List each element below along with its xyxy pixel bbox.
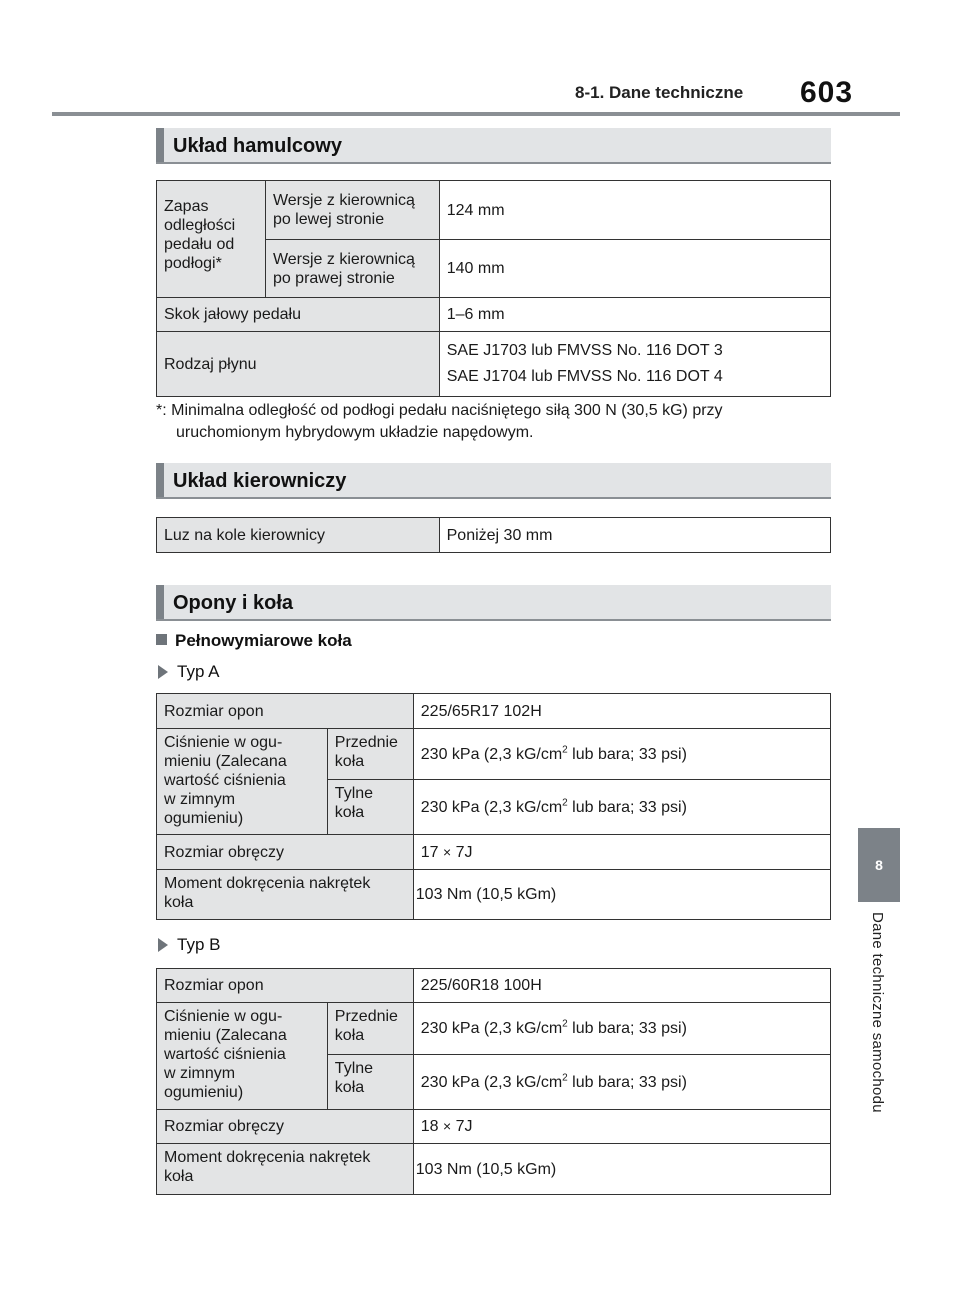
- table-row: [157, 298, 831, 332]
- steering-free-play-label: Luz na kole kierownicy: [157, 518, 440, 553]
- table-row: [157, 332, 831, 397]
- pressure-label: Ciśnienie w ogu- mieniu (Zalecana wartość ciśnienia w zimnym ogumieniu): [157, 729, 328, 835]
- table-row: [157, 1144, 831, 1195]
- rear-wheels-label: Tylne koła: [327, 780, 413, 835]
- fluid-type-values: [439, 332, 830, 397]
- table-row: [157, 835, 831, 870]
- nut-torque-value: 103 Nm (10,5 kGm): [413, 870, 830, 920]
- brake-section-title: Układ hamulcowy: [173, 135, 342, 157]
- fluid-value-dot4: SAE J1704 lub FMVSS No. 116 DOT 4: [446, 368, 723, 385]
- type-b-heading: [158, 935, 220, 955]
- front-wheels-label: Przednie koła: [327, 729, 413, 780]
- footnote-line-1: *: Minimalna odległość od podłogi pedału naciśniętego siłą 300 N (30,5 kG) przy: [156, 402, 723, 419]
- steering-free-play-value: Poniżej 30 mm: [439, 518, 830, 553]
- nut-torque-label: Moment dokręcenia nakrętek koła: [157, 1144, 414, 1195]
- type-a-label: Typ A: [177, 662, 220, 681]
- full-size-wheels-heading: [156, 631, 352, 651]
- rear-pressure-value: 230 kPa (2,3 $kG/cm^2$ lub bara; 33 psi): [413, 780, 830, 835]
- chapter-side-label: Dane techniczne samochodu: [869, 912, 886, 1113]
- steering-spec-table: [156, 517, 831, 553]
- table-row: [157, 729, 831, 780]
- triangle-bullet-icon: [158, 938, 168, 952]
- table-row: [157, 969, 831, 1003]
- pressure-label: Ciśnienie w ogu- mieniu (Zalecana wartość ciśnienia w zimnym ogumieniu): [157, 1003, 328, 1110]
- brake-footnote: [156, 400, 836, 444]
- tires-section-title: Opony i koła: [173, 592, 294, 614]
- steering-section-banner: [156, 463, 831, 499]
- tire-size-label: Rozmiar opon: [157, 694, 414, 729]
- rear-wheels-label: Tylne koła: [327, 1055, 413, 1110]
- steering-section-title: Układ kierowniczy: [173, 470, 347, 492]
- chapter-tab[interactable]: [858, 828, 900, 902]
- page-number: 603: [800, 76, 854, 109]
- fluid-value-dot3: SAE J1703 lub FMVSS No. 116 DOT 3: [446, 342, 723, 359]
- section-header: 8-1. Dane techniczne: [575, 83, 744, 102]
- square-bullet-icon: [156, 634, 167, 645]
- brake-spec-table: [156, 180, 831, 397]
- type-a-spec-table: [156, 693, 831, 920]
- subheading-text: Pełnowymiarowe koła: [175, 631, 352, 650]
- rim-size-label: Rozmiar obręczy: [157, 1110, 414, 1144]
- pedal-clearance-label: Zapas odległości pedału od podłogi*: [157, 181, 266, 298]
- brake-section-banner: [156, 128, 831, 164]
- nut-torque-label: Moment dokręcenia nakrętek koła: [157, 870, 414, 920]
- triangle-bullet-icon: [158, 665, 168, 679]
- lhd-label: Wersje z kierownicą po lewej stronie: [265, 181, 439, 240]
- tires-section-banner: [156, 585, 831, 621]
- rhd-value: 140 mm: [439, 240, 830, 298]
- nut-torque-value: 103 Nm (10,5 kGm): [413, 1144, 830, 1195]
- table-row: [157, 1003, 831, 1055]
- tire-size-label: Rozmiar opon: [157, 969, 414, 1003]
- table-row: [157, 694, 831, 729]
- front-wheels-label: Przednie koła: [327, 1003, 413, 1055]
- pedal-free-play-value: 1–6 mm: [439, 298, 830, 332]
- fluid-type-label: Rodzaj płynu: [157, 332, 440, 397]
- front-pressure-value: 230 kPa (2,3 $kG/cm^2$ lub bara; 33 psi): [413, 729, 830, 780]
- chapter-number: 8: [875, 857, 883, 873]
- table-row: [157, 181, 831, 240]
- pedal-free-play-label: Skok jałowy pedału: [157, 298, 440, 332]
- table-row: [157, 518, 831, 553]
- rim-size-value: 17 × 7J: [413, 835, 830, 870]
- tire-size-value: 225/60R18 100H: [413, 969, 830, 1003]
- rim-size-value: 18 × 7J: [413, 1110, 830, 1144]
- rim-size-label: Rozmiar obręczy: [157, 835, 414, 870]
- table-row: [157, 870, 831, 920]
- header-divider: [52, 112, 900, 116]
- lhd-value: 124 mm: [439, 181, 830, 240]
- type-b-label: Typ B: [177, 935, 221, 954]
- front-pressure-value: 230 kPa (2,3 $kG/cm^2$ lub bara; 33 psi): [413, 1003, 830, 1055]
- rear-pressure-value: 230 kPa (2,3 $kG/cm^2$ lub bara; 33 psi): [413, 1055, 830, 1110]
- type-b-spec-table: [156, 968, 831, 1195]
- table-row: [157, 1110, 831, 1144]
- tire-size-value: 225/65R17 102H: [413, 694, 830, 729]
- type-a-heading: [158, 662, 220, 682]
- footnote-line-2: uruchomionym hybrydowym układzie napędowym.: [176, 424, 534, 441]
- rhd-label: Wersje z kierownicą po prawej stronie: [265, 240, 439, 298]
